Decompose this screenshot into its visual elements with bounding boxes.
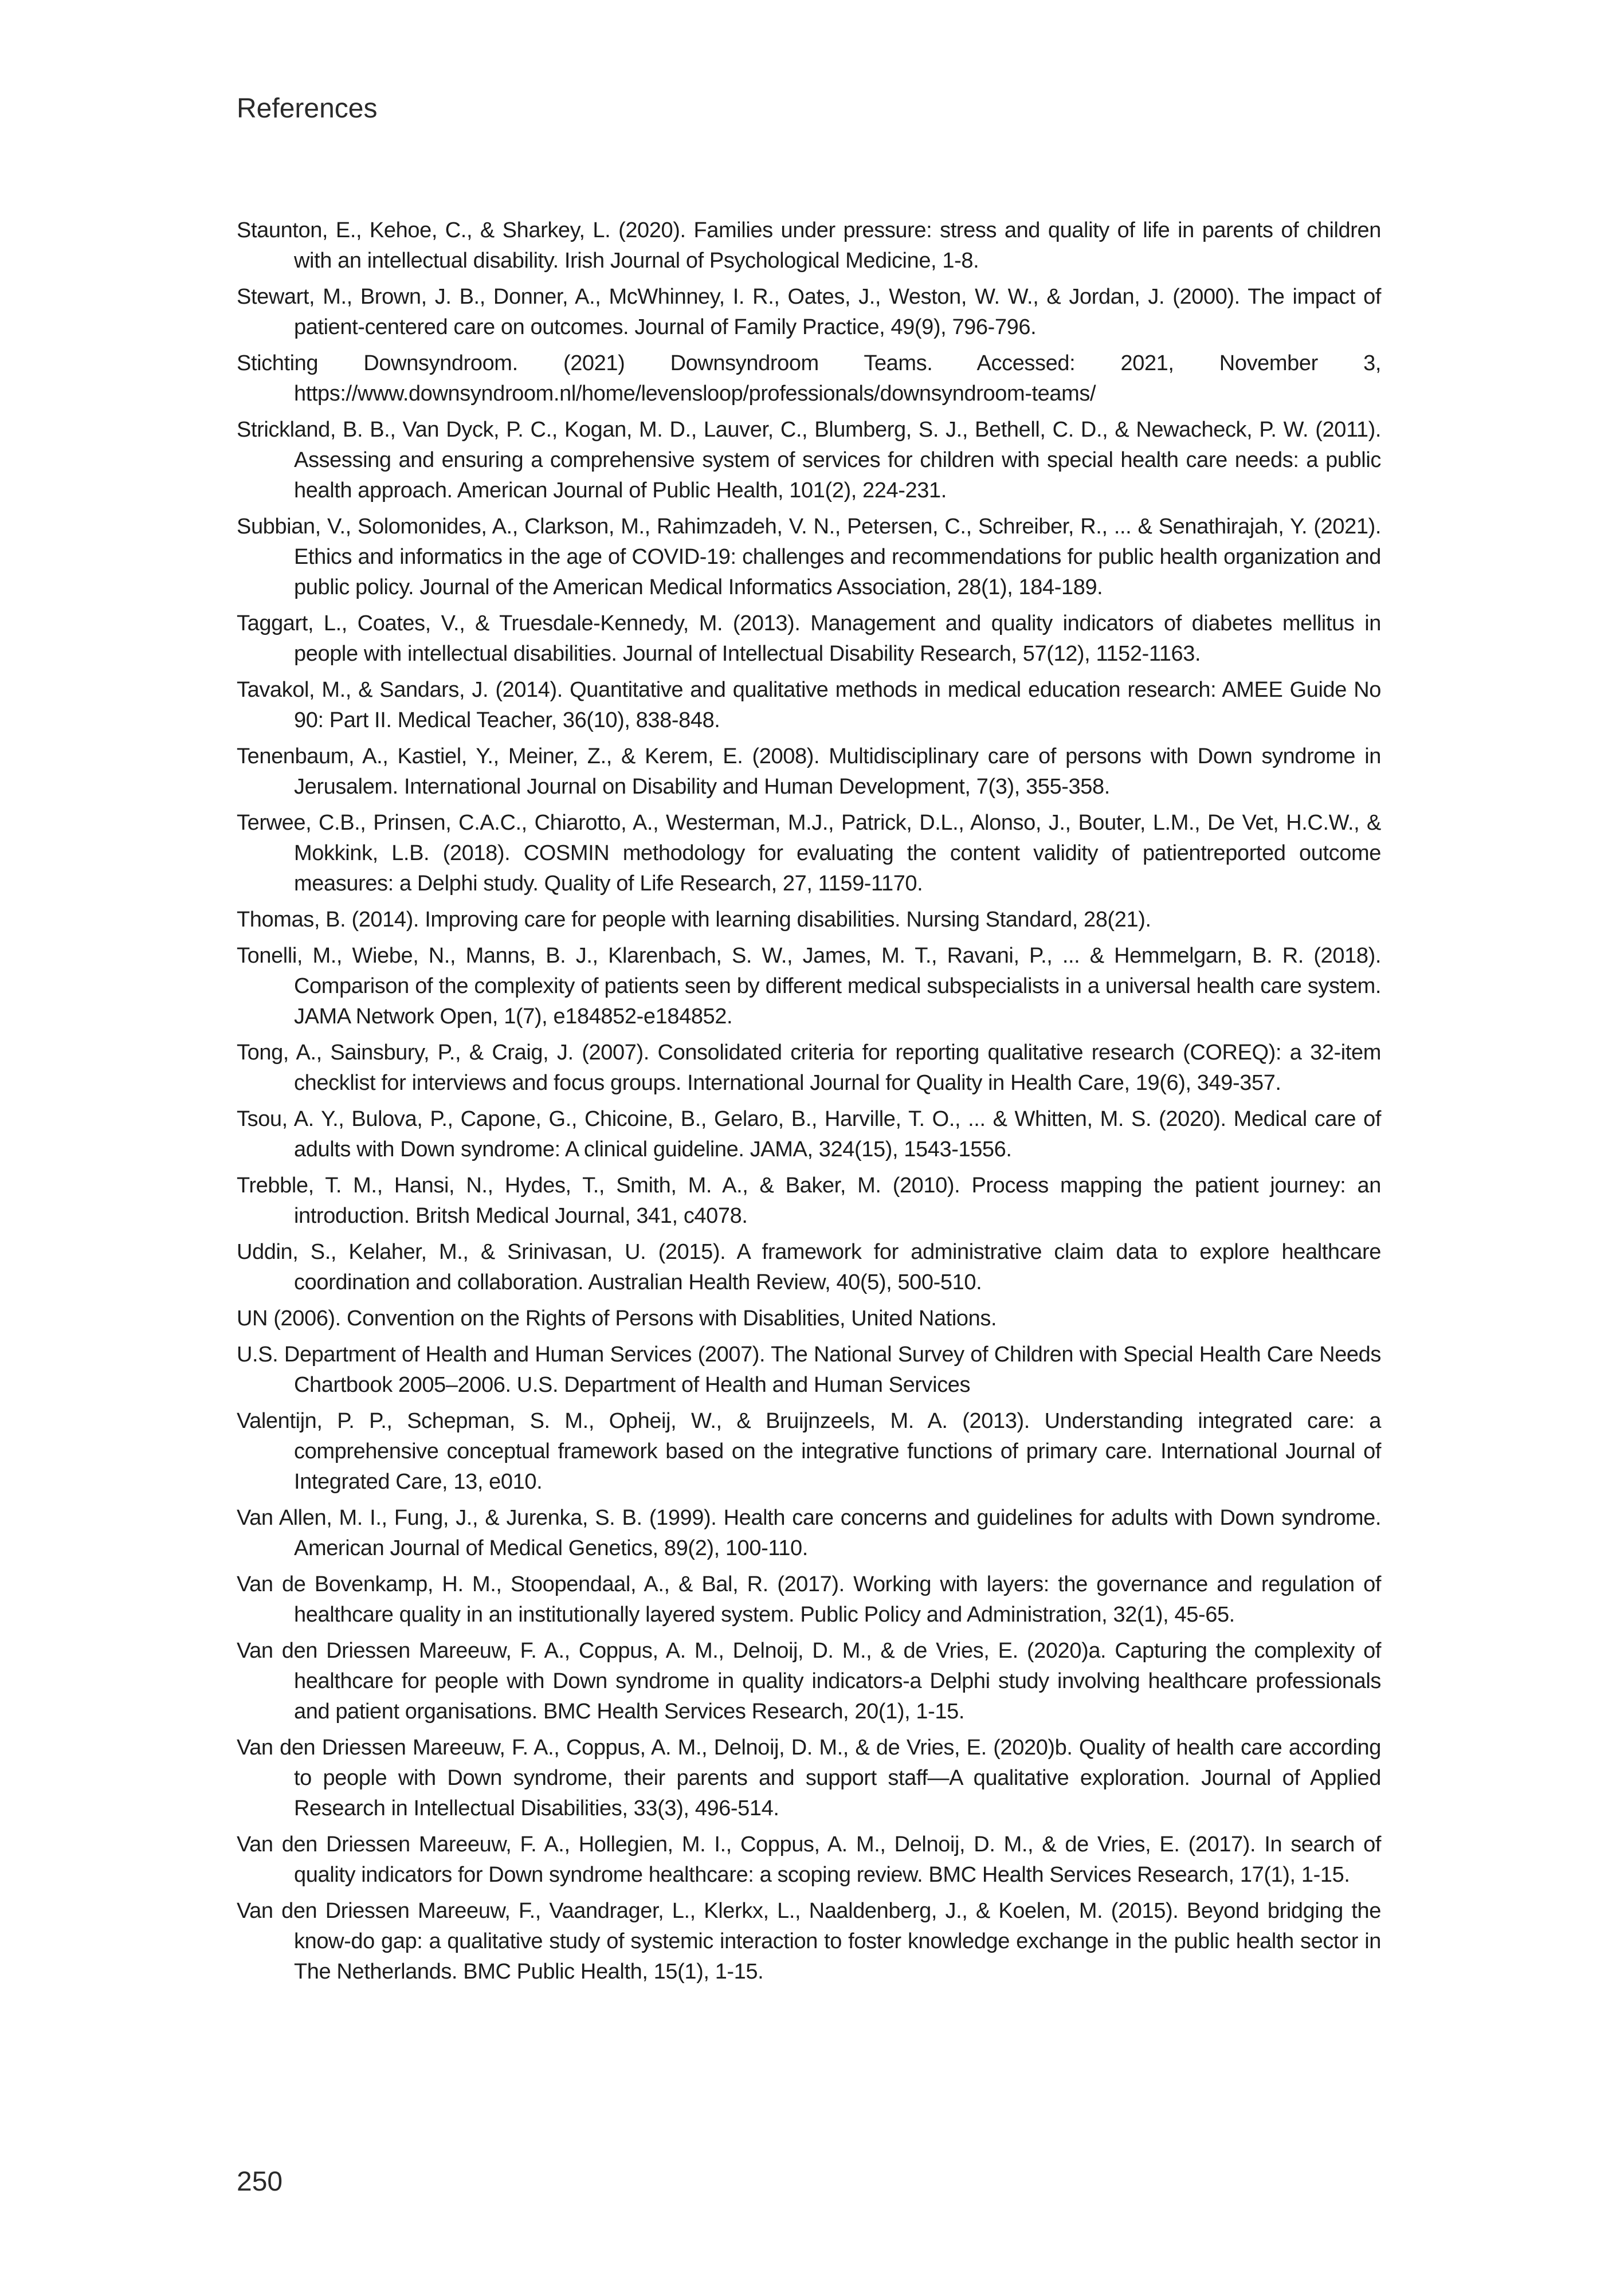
reference-entry: Stichting Downsyndroom. (2021) Downsyndroom Teams. Accessed: 2021, November 3, https://www.downsyndroom.nl/home/levensloop/professionals/downsyndroom-teams/: [237, 351, 1381, 406]
reference-list: [237, 215, 1381, 1993]
reference-entry: Uddin, S., Kelaher, M., & Srinivasan, U. (2015). A framework for administrative claim data to explore healthcare coordination and collaboration. Australian Health Review, 40(5), 500-510.: [237, 1240, 1381, 1294]
reference-entry: Staunton, E., Kehoe, C., & Sharkey, L. (2020). Families under pressure: stress and quality of life in parents of children with an intellectual disability. Irish Journal of Psychological Medicine, 1-8.: [237, 218, 1381, 273]
reference-entry: Strickland, B. B., Van Dyck, P. C., Kogan, M. D., Lauver, C., Blumberg, S. J., Bethell, C. D., & Newacheck, P. W. (2011). Assessing and ensuring a comprehensive system of services for children with special health care needs: a public health approach. American Journal of Public Health, 101(2), 224-231.: [237, 418, 1381, 503]
reference-entry: UN (2006). Convention on the Rights of Persons with Disablities, United Nations.: [237, 1306, 997, 1331]
reference-entry: Van den Driessen Mareeuw, F. A., Hollegien, M. I., Coppus, A. M., Delnoij, D. M., & de Vries, E. (2017). In search of quality indicators for Down syndrome healthcare: a scoping review. BMC Health Services Research, 17(1), 1-15.: [237, 1832, 1381, 1887]
reference-entry: Valentijn, P. P., Schepman, S. M., Opheij, W., & Bruijnzeels, M. A. (2013). Understanding integrated care: a comprehensive conceptual framework based on the integrative functions of primary care. International Journal of Integrated Care, 13, e010.: [237, 1409, 1381, 1494]
reference-entry: U.S. Department of Health and Human Services (2007). The National Survey of Children with Special Health Care Needs Chartbook 2005–2006. U.S. Department of Health and Human Services: [237, 1343, 1381, 1397]
running-header: References: [237, 93, 378, 124]
reference-entry: Tenenbaum, A., Kastiel, Y., Meiner, Z., & Kerem, E. (2008). Multidisciplinary care of persons with Down syndrome in Jerusalem. International Journal on Disability and Human Development, 7(3), 355-358.: [237, 744, 1381, 799]
page-number: 250: [237, 2167, 283, 2197]
reference-entry: Van Allen, M. I., Fung, J., & Jurenka, S. B. (1999). Health care concerns and guidelines for adults with Down syndrome. American Journal of Medical Genetics, 89(2), 100-110.: [237, 1506, 1381, 1560]
reference-entry: Van den Driessen Mareeuw, F. A., Coppus, A. M., Delnoij, D. M., & de Vries, E. (2020)b. Quality of health care according to people with Down syndrome, their parents and support staff—A qualitative exploration. Journal of Applied Research in Intellectual Disabilities, 33(3), 496-514.: [237, 1736, 1381, 1820]
reference-entry: Van den Driessen Mareeuw, F., Vaandrager, L., Klerkx, L., Naaldenberg, J., & Koelen, M. (2015). Beyond bridging the know-do gap: a qualitative study of systemic interaction to foster knowledge exchange in the public health sector in The Netherlands. BMC Public Health, 15(1), 1-15.: [237, 1899, 1381, 1984]
reference-entry: Tonelli, M., Wiebe, N., Manns, B. J., Klarenbach, S. W., James, M. T., Ravani, P., ... & Hemmelgarn, B. R. (2018). Comparison of the complexity of patients seen by different medical subspecialists in a universal health care system. JAMA Network Open, 1(7), e184852-e184852.: [237, 944, 1381, 1029]
reference-entry: Taggart, L., Coates, V., & Truesdale-Kennedy, M. (2013). Management and quality indicators of diabetes mellitus in people with intellectual disabilities. Journal of Intellectual Disability Research, 57(12), 1152-1163.: [237, 611, 1381, 666]
reference-entry: Tong, A., Sainsbury, P., & Craig, J. (2007). Consolidated criteria for reporting qualitative research (COREQ): a 32-item checklist for interviews and focus groups. International Journal for Quality in Health Care, 19(6), 349-357.: [237, 1041, 1381, 1095]
reference-entry: Van de Bovenkamp, H. M., Stoopendaal, A., & Bal, R. (2017). Working with layers: the governance and regulation of healthcare quality in an institutionally layered system. Public Policy and Administration, 32(1), 45-65.: [237, 1572, 1381, 1627]
reference-entry: Thomas, B. (2014). Improving care for people with learning disabilities. Nursing Standard, 28(21).: [237, 908, 1151, 932]
reference-entry: Tavakol, M., & Sandars, J. (2014). Quantitative and qualitative methods in medical education research: AMEE Guide No 90: Part II. Medical Teacher, 36(10), 838-848.: [237, 678, 1381, 732]
reference-entry: Trebble, T. M., Hansi, N., Hydes, T., Smith, M. A., & Baker, M. (2010). Process mapping the patient journey: an introduction. Britsh Medical Journal, 341, c4078.: [237, 1174, 1381, 1228]
reference-entry: Van den Driessen Mareeuw, F. A., Coppus, A. M., Delnoij, D. M., & de Vries, E. (2020)a. Capturing the complexity of healthcare for people with Down syndrome in quality indicators-a Delphi study involving healthcare professionals and patient organisations. BMC Health Services Research, 20(1), 1-15.: [237, 1639, 1381, 1724]
reference-entry: Stewart, M., Brown, J. B., Donner, A., McWhinney, I. R., Oates, J., Weston, W. W., & Jordan, J. (2000). The impact of patient-centered care on outcomes. Journal of Family Practice, 49(9), 796-796.: [237, 285, 1381, 339]
reference-entry: Tsou, A. Y., Bulova, P., Capone, G., Chicoine, B., Gelaro, B., Harville, T. O., ... & Whitten, M. S. (2020). Medical care of adults with Down syndrome: A clinical guideline. JAMA, 324(15), 1543-1556.: [237, 1107, 1381, 1161]
reference-entry: Subbian, V., Solomonides, A., Clarkson, M., Rahimzadeh, V. N., Petersen, C., Schreiber, R., ... & Senathirajah, Y. (2021). Ethics and informatics in the age of COVID-19: challenges and recommendations for public health organization and public policy. Journal of the American Medical Informatics Association, 28(1), 184-189.: [237, 515, 1381, 599]
reference-entry: Terwee, C.B., Prinsen, C.A.C., Chiarotto, A., Westerman, M.J., Patrick, D.L., Alonso, J., Bouter, L.M., De Vet, H.C.W., & Mokkink, L.B. (2018). COSMIN methodology for evaluating the content validity of patientreported outcome measures: a Delphi study. Quality of Life Research, 27, 1159-1170.: [237, 811, 1381, 896]
